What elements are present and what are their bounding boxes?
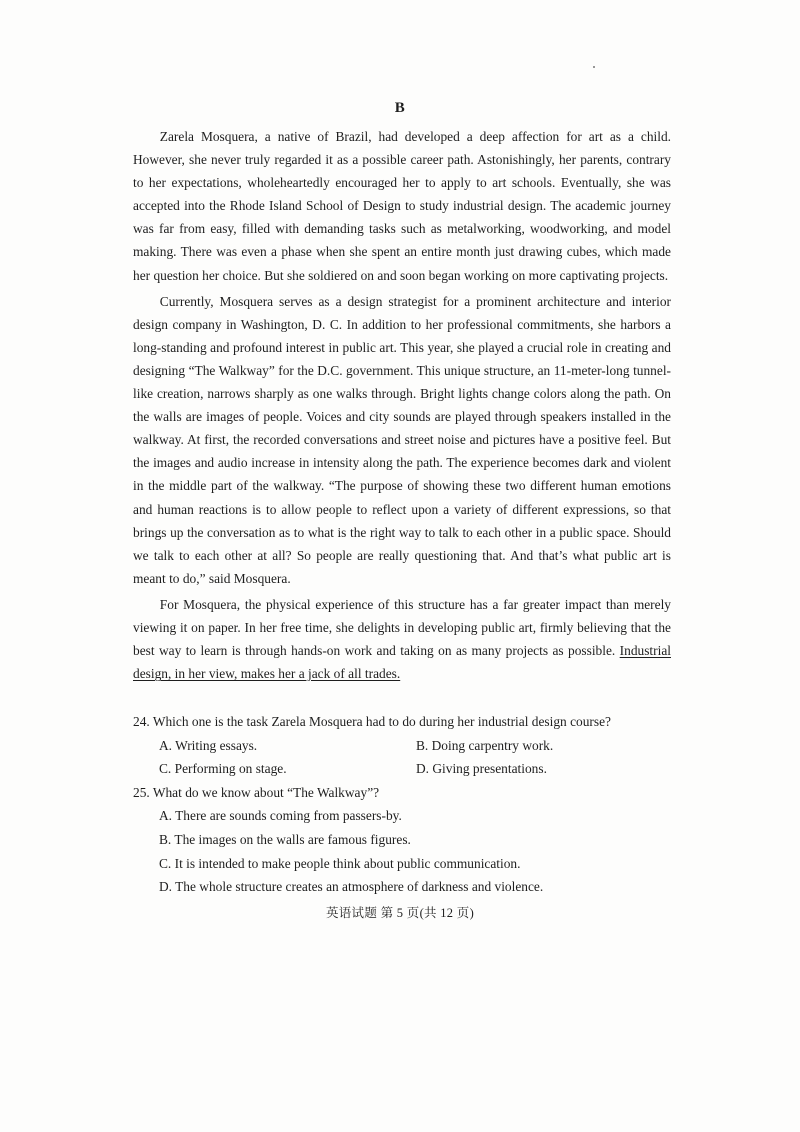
question-25-option-a[interactable]: A. There are sounds coming from passers-by. [159,808,402,824]
question-24-option-b[interactable]: B. Doing carpentry work. [416,737,554,753]
passage-paragraph-3 [133,593,671,685]
scan-speck [593,66,595,68]
reading-passage [133,125,671,685]
question-24-options-row-2 [133,757,673,781]
question-25-option-b[interactable]: B. The images on the walls are famous figures. [159,831,411,847]
section-label: B [394,100,406,116]
question-24-option-c[interactable]: C. Performing on stage. [159,761,287,777]
question-25-option-c[interactable]: C. It is intended to make people think about public communication. [159,855,521,871]
question-24-option-a[interactable]: A. Writing essays. [159,737,258,753]
passage-paragraph-1: Zarela Mosquera, a native of Brazil, had developed a deep affection for art as a child. However, she never truly regarded it as a possible career path. Astonishingly, her parents, contrary to her expectations, wholeheartedly encouraged her to apply to art schools. Eventually, she was accepted into the Rhode Island School of Design to study industrial design. The academic journey was far from easy, filled with demanding tasks such as metalworking, woodworking, and model making. There was even a phase when she spent an entire month just drawing cubes, which made her question her choice. But she soldiered on and soon began working on more captivating projects. [133,129,671,283]
page-footer: 英语试题 第 5 页(共 12 页) [325,906,475,920]
question-24-option-d[interactable]: D. Giving presentations. [416,761,547,777]
question-24-options-row-1 [133,734,673,758]
passage-paragraph-2: Currently, Mosquera serves as a design strategist for a prominent architecture and interior design company in Washington, D. C. In addition to her professional commitments, she harbors a long-standing and profound interest in public art. This year, she played a crucial role in creating and designing “The Walkway” for the D.C. government. This unique structure, an 11-meter-long tunnel-like creation, narrows sharply as one walks through. Bright lights change colors along the path. On the walls are images of people. Voices and city sounds are played through speakers installed in the walkway. At first, the recorded conversations and street noise and pictures have a positive feel. But the images and audio increase in intensity along the path. The experience becomes dark and violent in the middle part of the walkway. “The purpose of showing these two different human emotions and human reactions is to allow people to reflect upon a variety of different expressions, so that brings up the conversation as to what is the right way to talk to each other in a public space. Should we talk to each other at all? So people are really questioning that. And that’s what public art is meant to do,” said Mosquera. [133,293,671,586]
question-25-option-d[interactable]: D. The whole structure creates an atmosphere of darkness and violence. [159,879,544,895]
question-25-stem: 25. What do we know about “The Walkway”? [133,784,380,800]
question-24-stem: 24. Which one is the task Zarela Mosquera had to do during her industrial design course? [133,714,611,729]
question-list [133,710,673,899]
passage-paragraph-3-text: For Mosquera, the physical experience of this structure has a far greater impact than merely viewing it on paper. In her free time, she delights in developing public art, firmly believing that the best way to learn is through hands-on work and taking on as many projects as possible. [133,596,671,659]
underlined-sentence: Industrial design, in her view, makes her a jack of all trades. [133,643,671,682]
